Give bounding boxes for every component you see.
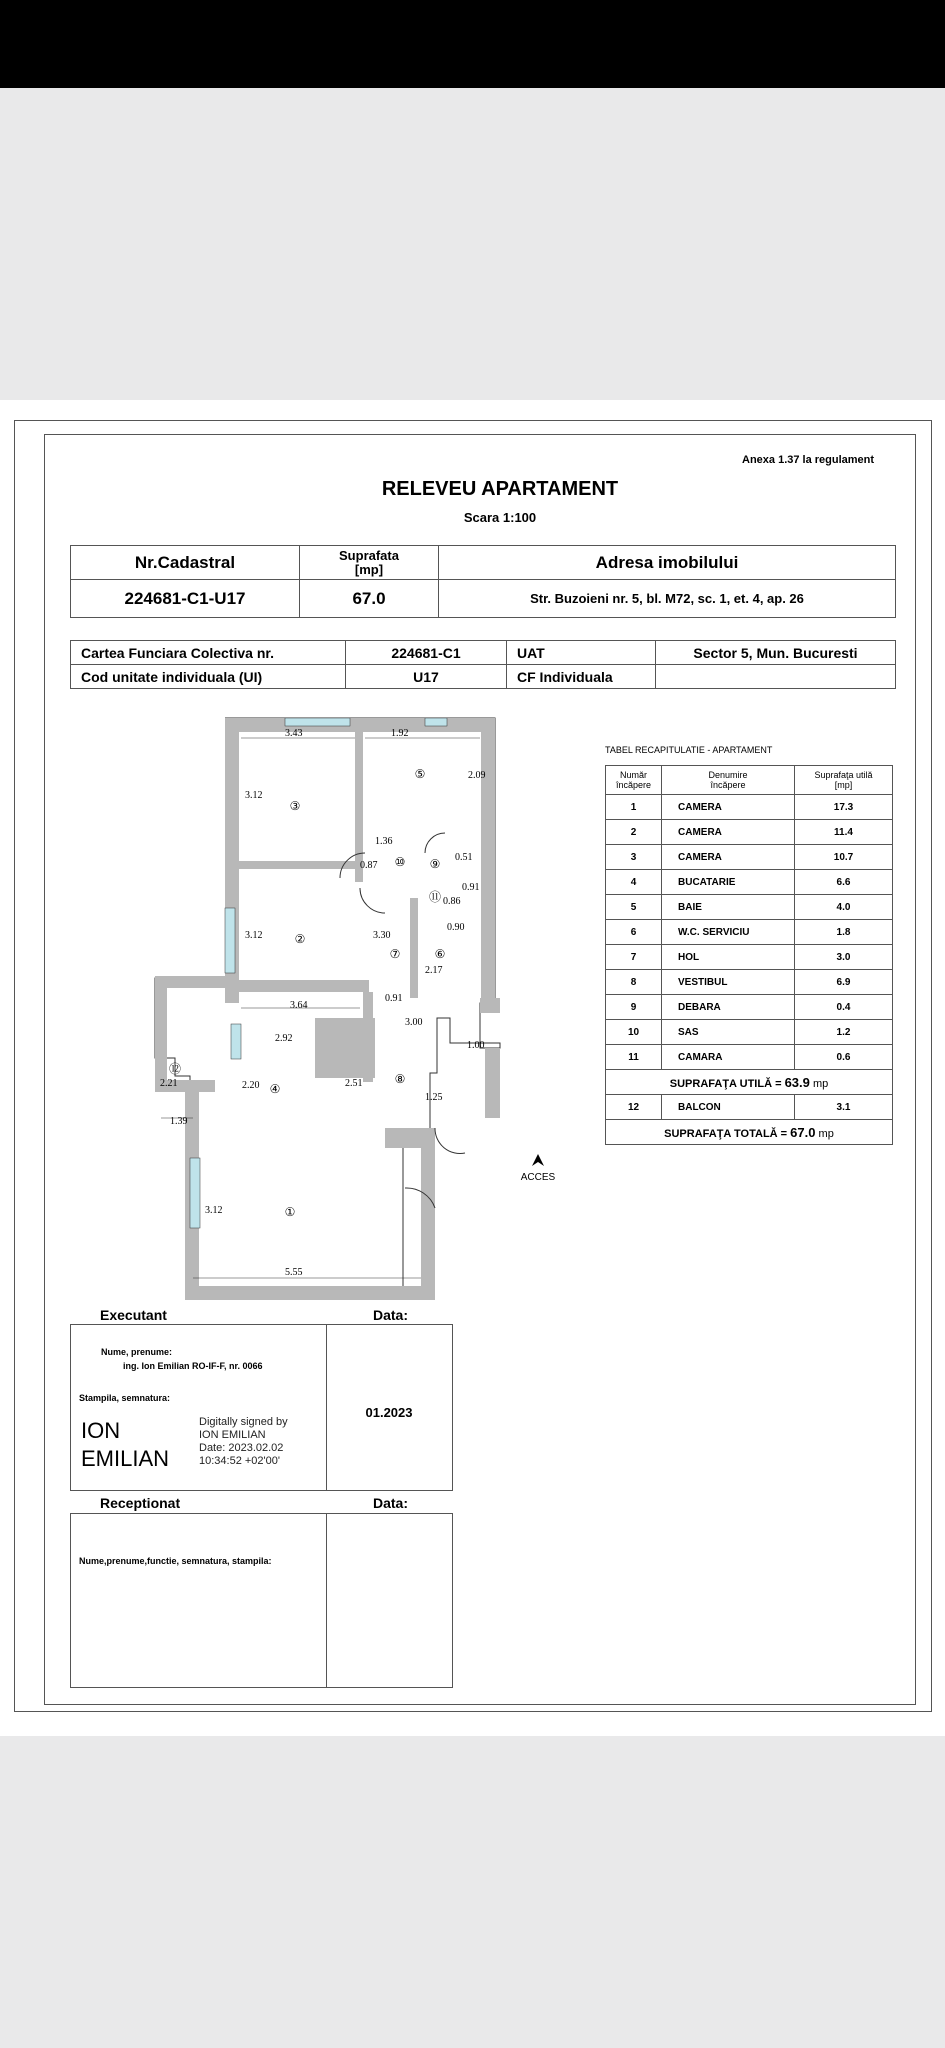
executant-date-value: 01.2023 — [365, 1405, 413, 1420]
address-value: Str. Buzoieni nr. 5, bl. M72, sc. 1, et. 4, ap. 26 — [439, 580, 896, 618]
dim-1-36: 1.36 — [375, 836, 393, 847]
receptionat-date-label: Data: — [373, 1495, 409, 1511]
room-11: ⑪ — [428, 890, 442, 904]
recap-row — [606, 995, 893, 1020]
dim-2-21: 2.21 — [160, 1078, 178, 1089]
recap-col1b: încăpere — [615, 780, 652, 790]
dim-2-92: 2.92 — [275, 1033, 293, 1044]
recap-row-area: 6.9 — [795, 970, 893, 995]
executant-date-label: Data: — [373, 1307, 409, 1323]
dim-1-92: 1.92 — [391, 728, 409, 739]
ui-value: U17 — [346, 665, 507, 689]
room-6: ⑥ — [434, 947, 446, 961]
dim-3-43: 3.43 — [285, 728, 303, 739]
executant-label: Executant — [100, 1307, 167, 1323]
scale-label: Scara 1:100 — [463, 510, 537, 525]
ui-label: Cod unitate individuala (UI) — [71, 665, 346, 689]
recap-row — [606, 920, 893, 945]
dim-0-91b: 0.91 — [385, 993, 403, 1004]
surface-label — [300, 546, 439, 580]
executant-name-label: Nume, prenume: — [101, 1347, 173, 1357]
recap-row-number: 5 — [606, 895, 662, 920]
dim-3-00: 3.00 — [405, 1017, 423, 1028]
total-area-row — [606, 1120, 893, 1145]
dim-1-39: 1.39 — [170, 1116, 188, 1127]
cf-individual-label: CF Individuala — [507, 665, 656, 689]
uat-label: UAT — [507, 641, 656, 665]
cadastral-table — [70, 545, 896, 618]
recap-row — [606, 870, 893, 895]
dim-0-91a: 0.91 — [462, 882, 480, 893]
balcony-number: 12 — [606, 1095, 662, 1120]
recap-row-name: CAMERA — [662, 820, 795, 845]
recap-row-number: 9 — [606, 995, 662, 1020]
recap-title: TABEL RECAPITULATIE - APARTAMENT — [605, 745, 773, 755]
recap-row-area: 17.3 — [795, 795, 893, 820]
cf-individual-value — [656, 665, 896, 689]
useful-area-row — [606, 1070, 893, 1095]
room-12: ⑫ — [168, 1062, 182, 1076]
recap-row-name: W.C. SERVICIU — [662, 920, 795, 945]
recap-header-number — [606, 766, 662, 795]
recap-row-area: 6.6 — [795, 870, 893, 895]
total-value: 67.0 — [790, 1124, 816, 1140]
dim-3-12b: 3.12 — [245, 930, 263, 941]
page-title: RELEVEU APARTAMENT — [381, 478, 619, 500]
recap-row — [606, 1020, 893, 1045]
recap-col3a: Suprafaţa utilă — [814, 770, 873, 780]
recap-row-number: 4 — [606, 870, 662, 895]
recap-row — [606, 970, 893, 995]
recap-row — [606, 845, 893, 870]
balcony-area: 3.1 — [795, 1095, 893, 1120]
room-5: ⑤ — [414, 767, 426, 781]
nr-cadastral-label: Nr.Cadastral — [71, 546, 300, 580]
ds-line1: Digitally signed by — [199, 1416, 288, 1428]
recap-row — [606, 945, 893, 970]
receptionat-divider — [326, 1514, 327, 1687]
recap-row-number: 2 — [606, 820, 662, 845]
recap-row-number: 8 — [606, 970, 662, 995]
dim-2-09: 2.09 — [468, 770, 486, 781]
recap-row-number: 3 — [606, 845, 662, 870]
dim-0-87: 0.87 — [360, 860, 378, 871]
access-label: ACCES — [520, 1172, 556, 1183]
access-arrow-icon — [532, 1154, 544, 1166]
cf-table — [70, 640, 896, 689]
dim-1-25: 1.25 — [425, 1092, 443, 1103]
useful-value: 63.9 — [784, 1074, 810, 1090]
recap-row-name: CAMERA — [662, 795, 795, 820]
recap-row-name: VESTIBUL — [662, 970, 795, 995]
dim-2-51: 2.51 — [345, 1078, 363, 1089]
recap-col2b: încăpere — [710, 780, 746, 790]
surface-value: 67.0 — [300, 580, 439, 618]
room-4: ④ — [269, 1082, 281, 1096]
executant-name-value: ing. Ion Emilian RO-IF-F, nr. 0066 — [123, 1361, 263, 1371]
recap-row-number: 6 — [606, 920, 662, 945]
total-unit: mp — [818, 1127, 834, 1140]
executant-box — [70, 1324, 453, 1491]
ds-line4: 10:34:52 +02'00' — [199, 1455, 280, 1467]
recap-row — [606, 795, 893, 820]
recap-row-area: 11.4 — [795, 820, 893, 845]
recap-row — [606, 820, 893, 845]
recap-col2a: Denumire — [708, 770, 748, 780]
dim-1-00: 1.00 — [467, 1040, 485, 1051]
dim-3-30: 3.30 — [373, 930, 391, 941]
signature-name — [81, 1417, 169, 1473]
room-10: ⑩ — [394, 855, 406, 869]
signature-last: EMILIAN — [81, 1446, 170, 1471]
uat-value: Sector 5, Mun. Bucuresti — [656, 641, 896, 665]
dim-2-17: 2.17 — [425, 965, 443, 976]
receptionat-box — [70, 1513, 453, 1688]
executant-stamp-label: Stampila, semnatura: — [79, 1393, 171, 1403]
ds-line2: ION EMILIAN — [199, 1429, 266, 1441]
useful-unit: mp — [812, 1077, 829, 1090]
document-sheet — [0, 400, 945, 1736]
cf-label: Cartea Funciara Colectiva nr. — [71, 641, 346, 665]
recap-header-name — [662, 766, 795, 795]
dim-3-12a: 3.12 — [245, 790, 263, 801]
recap-row — [606, 1045, 893, 1070]
room-2: ② — [294, 932, 306, 946]
dim-0-90: 0.90 — [447, 922, 465, 933]
recap-row-number: 1 — [606, 795, 662, 820]
annex-note: Anexa 1.37 la regulament — [742, 454, 875, 466]
recap-row-number: 10 — [606, 1020, 662, 1045]
recap-row-name: BUCATARIE — [662, 870, 795, 895]
dim-0-51: 0.51 — [455, 852, 473, 863]
recap-table — [605, 765, 893, 1145]
dim-3-64: 3.64 — [290, 1000, 308, 1011]
recap-row-name: CAMERA — [662, 845, 795, 870]
recap-row-area: 1.8 — [795, 920, 893, 945]
recap-row-name: DEBARA — [662, 995, 795, 1020]
recap-header-area — [795, 766, 893, 795]
recap-row-area: 4.0 — [795, 895, 893, 920]
recap-row-name: HOL — [662, 945, 795, 970]
recap-row-area: 10.7 — [795, 845, 893, 870]
cf-value: 224681-C1 — [346, 641, 507, 665]
surface-unit-text: [mp] — [354, 561, 384, 577]
room-8: ⑧ — [394, 1072, 406, 1086]
recap-row-area: 0.4 — [795, 995, 893, 1020]
dim-3-12c: 3.12 — [205, 1205, 223, 1216]
address-label: Adresa imobilului — [439, 546, 896, 580]
recap-col1a: Număr — [619, 770, 647, 780]
recap-row-area: 3.0 — [795, 945, 893, 970]
dim-5-55: 5.55 — [285, 1267, 303, 1278]
room-9: ⑨ — [429, 857, 441, 871]
signature-first: ION — [81, 1418, 121, 1443]
recap-row — [606, 895, 893, 920]
ds-line3: Date: 2023.02.02 — [199, 1442, 284, 1454]
balcony-name: BALCON — [662, 1095, 795, 1120]
recap-row-name: BAIE — [662, 895, 795, 920]
floor-plan — [160, 718, 570, 1298]
receptionat-label: Receptionat — [100, 1495, 181, 1511]
receptionat-fields-label: Nume,prenume,functie, semnatura, stampila: — [79, 1556, 272, 1566]
recap-row-name: SAS — [662, 1020, 795, 1045]
digital-signature-text — [199, 1416, 288, 1468]
recap-row-number: 11 — [606, 1045, 662, 1070]
recap-row-name: CAMARA — [662, 1045, 795, 1070]
recap-col3b: [mp] — [834, 780, 853, 790]
useful-label: SUPRAFAŢA UTILĂ = — [669, 1077, 782, 1090]
room-7: ⑦ — [389, 947, 401, 961]
dim-0-86: 0.86 — [443, 896, 461, 907]
recap-row-area: 1.2 — [795, 1020, 893, 1045]
total-label: SUPRAFAŢA TOTALĂ = — [664, 1127, 788, 1140]
dim-2-20: 2.20 — [242, 1080, 260, 1091]
room-3: ③ — [289, 799, 301, 813]
top-black-bar — [0, 0, 945, 88]
room-1: ① — [284, 1205, 296, 1219]
recap-row-number: 7 — [606, 945, 662, 970]
nr-cadastral-value: 224681-C1-U17 — [71, 580, 300, 618]
recap-row-area: 0.6 — [795, 1045, 893, 1070]
surface-label-text: Suprafata — [339, 547, 399, 563]
